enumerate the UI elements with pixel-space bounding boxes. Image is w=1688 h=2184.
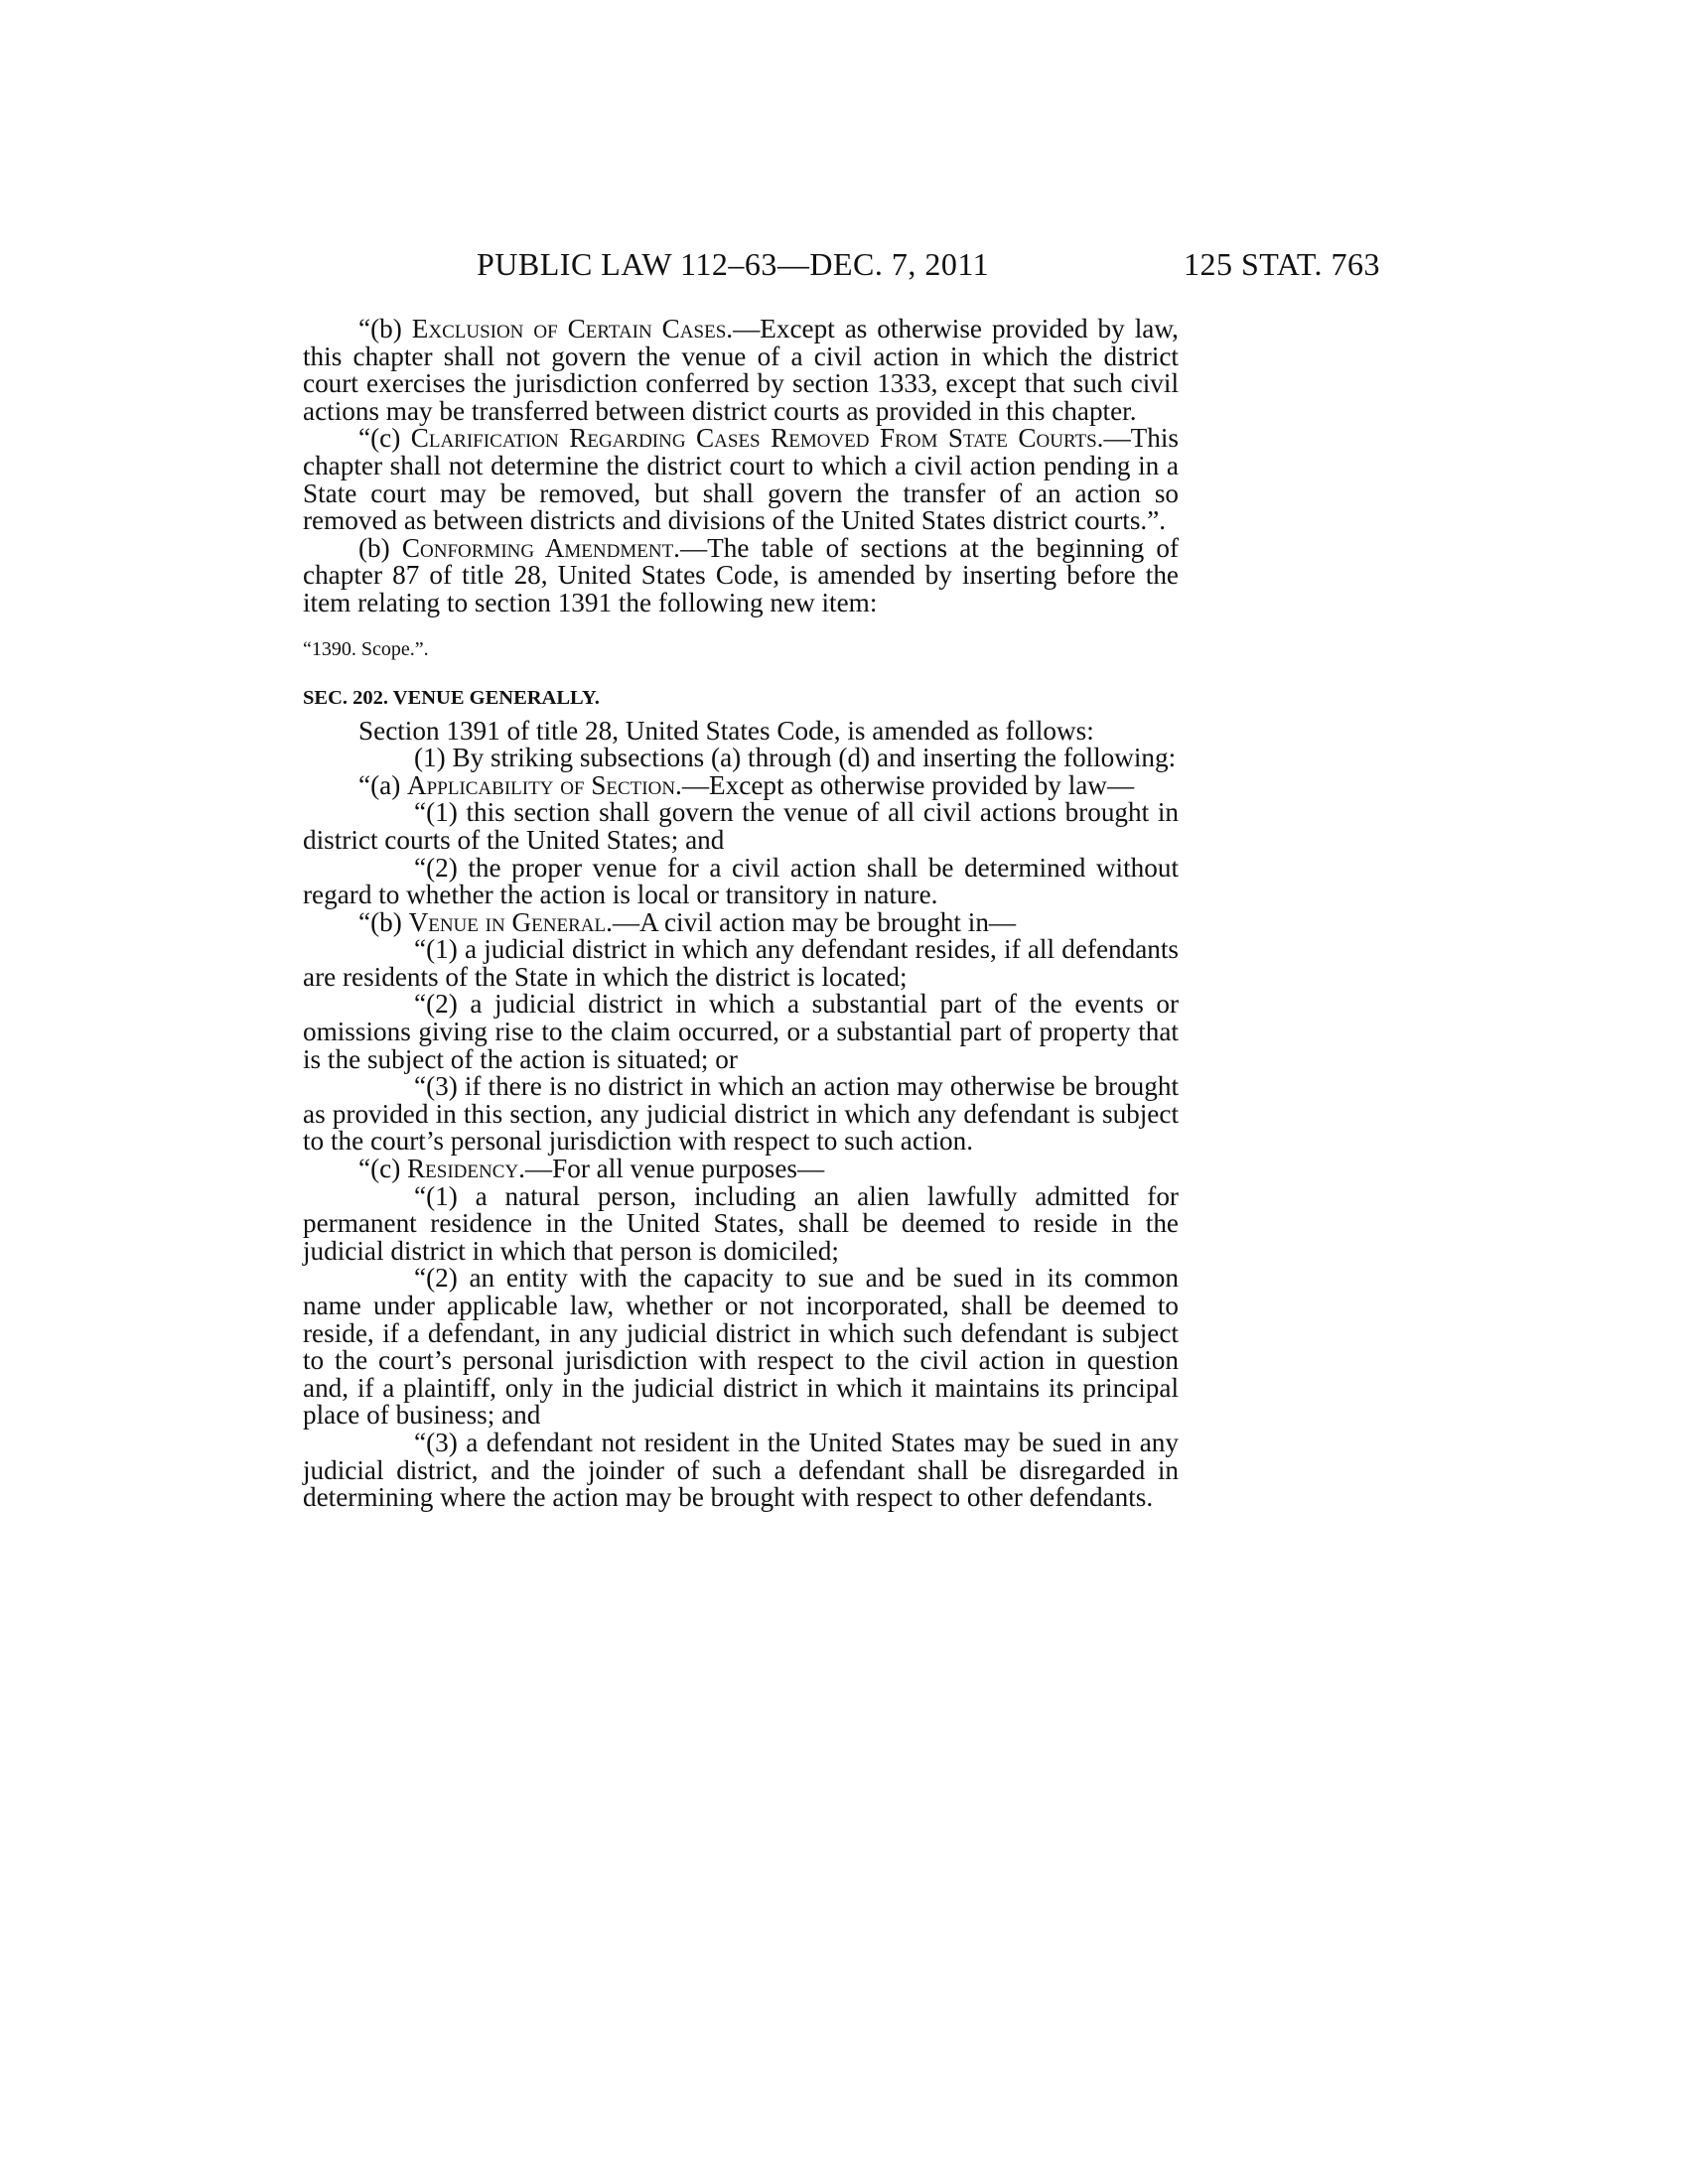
paragraph-b-exclusion: “(b) Exclusion of Certain Cases.—Except as otherwise provided by law, this chapter shall not govern the venue of a civil action in which the district court exercises the jurisdiction conferred by section 1333, except that such civil actions may be transferred between district courts as provided in this chapter. — [303, 314, 1179, 426]
subsection-heading: Residency. — [407, 1154, 525, 1184]
paragraph-b1: “(1) a judicial district in which any defendant resides, if all defendants are residents of the State in which the district is located; — [303, 934, 1179, 992]
paragraph-c3: “(3) a defendant not resident in the United States may be sued in any judicial district, and the joinder of such a defendant shall be disregarded in determining where the action may be brought with respect to other defendants. — [303, 1427, 1179, 1513]
paragraph-c2: “(2) an entity with the capacity to sue and be sued in its common name under applicable law, whether or not incorporated, shall be deemed to reside, if a defendant, in any judicial district in which such defendant is subject to the court’s personal jurisdiction with respect to the civil action in question and, if a plaintiff, only in the judicial district in which it maintains its principal place of business; and — [303, 1263, 1179, 1431]
subsection-heading: Venue in General. — [408, 906, 613, 937]
paragraph-c-residency: “(c) Residency.—For all venue purposes— — [358, 1154, 825, 1184]
section-intro: Section 1391 of title 28, United States Code, is amended as follows: — [358, 715, 1094, 746]
paragraph-c1: “(1) a natural person, including an alien lawfully admitted for permanent residence in the United States, shall be deemed to reside in the judicial district in which that person is domiciled; — [303, 1180, 1179, 1266]
page-body — [303, 316, 1179, 1512]
subsection-heading: Conforming Amendment. — [401, 532, 680, 563]
paragraph-b-conforming: (b) Conforming Amendment.—The table of sections at the beginning of chapter 87 of title 28, United States Code, is amended by inserting before the item relating to section 1391 the following new item: — [303, 532, 1180, 617]
table-item: “1390. Scope.”. — [303, 637, 429, 660]
subsection-heading: Applicability of Section. — [407, 769, 682, 800]
paragraph-b2: “(2) a judicial district in which a substantial part of the events or omissions giving rise to the claim occurred, or a substantial part of property that is the subject of the action is situated; or — [303, 989, 1179, 1074]
paragraph-c-clarification: “(c) Clarification Regarding Cases Removed From State Courts.—This chapter shall not determine the district court to which a civil action pending in a State court may be removed, but shall govern the transfer of an action so removed as between districts and divisions of the United States district courts.”. — [303, 423, 1179, 536]
subsection-heading: Clarification Regarding Cases Removed From State Courts. — [410, 423, 1104, 454]
paragraph-a-applicability: “(a) Applicability of Section.—Except as otherwise provided by law— — [358, 769, 1135, 800]
paragraph-b3: “(3) if there is no district in which an action may otherwise be brought as provided in this section, any judicial district in which any defendant is subject to the court’s personal jurisdiction with respect to such action. — [303, 1071, 1179, 1157]
paragraph-b-venue: “(b) Venue in General.—A civil action may be brought in— — [358, 906, 1017, 937]
amendment-1: (1) By striking subsections (a) through (d) and inserting the following: — [414, 743, 1177, 773]
page-header — [298, 246, 1380, 286]
paragraph-a2: “(2) the proper venue for a civil action shall be determined without regard to whether the action is local or transitory in nature. — [303, 852, 1179, 910]
running-head: PUBLIC LAW 112–63—DEC. 7, 2011 — [477, 246, 990, 282]
paragraph-a1: “(1) this section shall govern the venue of all civil actions brought in district courts of the United States; and — [303, 797, 1179, 855]
subsection-heading: Exclusion of Certain Cases. — [411, 314, 734, 343]
statute-citation: 125 STAT. 763 — [1183, 246, 1380, 282]
section-heading: SEC. 202. VENUE GENERALLY. — [303, 686, 600, 709]
